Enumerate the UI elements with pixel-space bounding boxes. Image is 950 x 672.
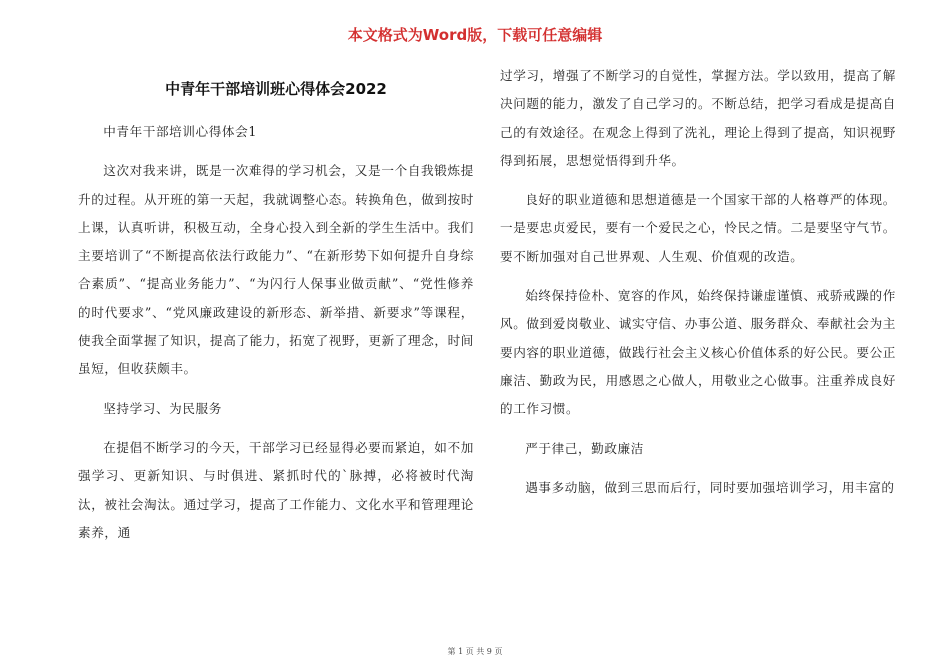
section-heading: 坚持学习、为民服务: [103, 400, 222, 416]
paragraph: 良好的职业道德和思想道德是一个国家干部的人格尊严的体现。一是要忠贞爱民，要有一个爱民之心，怜民之情。二是要坚守气节。要不断加强对自己世界观、人生观、价值观的改造。: [500, 192, 896, 264]
section-subtitle: 中青年干部培训心得体会1: [103, 124, 257, 139]
paragraph: 遇事多动脑，做到三思而后行，同时要加强培训学习，用丰富的: [525, 479, 895, 495]
right-column: [500, 62, 896, 513]
format-banner: 本文格式为Word版，下载可任意编辑: [347, 26, 603, 44]
left-column: [78, 118, 474, 558]
paragraph: 在提倡不断学习的今天，干部学习已经显得必要而紧迫，如不加强学习、更新知识、与时俱进、紧抓时代的`脉搏，必将被时代淘汰，被社会淘汰。通过学习，提高了工作能力、文化水平和管理理论素养，通: [78, 439, 474, 540]
paragraph-continued: 过学习，增强了不断学习的自觉性，掌握方法。学以致用，提高了解决问题的能力，激发了自己学习的。不断总结，把学习看成是提高自己的有效途径。在观念上得到了洗礼，理论上得到了提高，知识视野得到拓展，思想觉悟得到升华。: [500, 68, 896, 168]
page-number: 第 1 页 共 9 页: [447, 647, 503, 656]
document-title: 中青年干部培训班心得体会2022: [165, 80, 387, 98]
paragraph: 这次对我来讲，既是一次难得的学习机会，又是一个自我锻炼提升的过程。从开班的第一天起，我就调整心态。转换角色，做到按时上课，认真听讲，积极互动，全身心投入到全新的学生生活中。我们主要培训了“不断提高依法行政能力”、“在新形势下如何提升自身综合素质”、“提高业务能力”、“为闪行人保事业做贡献”、“党性修养的时代要求”、“党风廉政建设的新形态、新举措、新要求”等课程，使我全面掌握了知识，提高了能力，拓宽了视野，更新了理念，时间虽短，但收获颇丰。: [78, 163, 474, 377]
paragraph: 始终保持俭朴、宽容的作风，始终保持谦虚谨慎、戒骄戒躁的作风。做到爱岗敬业、诚实守信、办事公道、服务群众、奉献社会为主要内容的职业道德，做践行社会主义核心价值体系的好公民。要公正廉洁、勤政为民，用感恩之心做人，用敬业之心做事。注重养成良好的工作习惯。: [500, 288, 896, 417]
section-heading: 严于律己，勤政廉洁: [525, 440, 644, 456]
